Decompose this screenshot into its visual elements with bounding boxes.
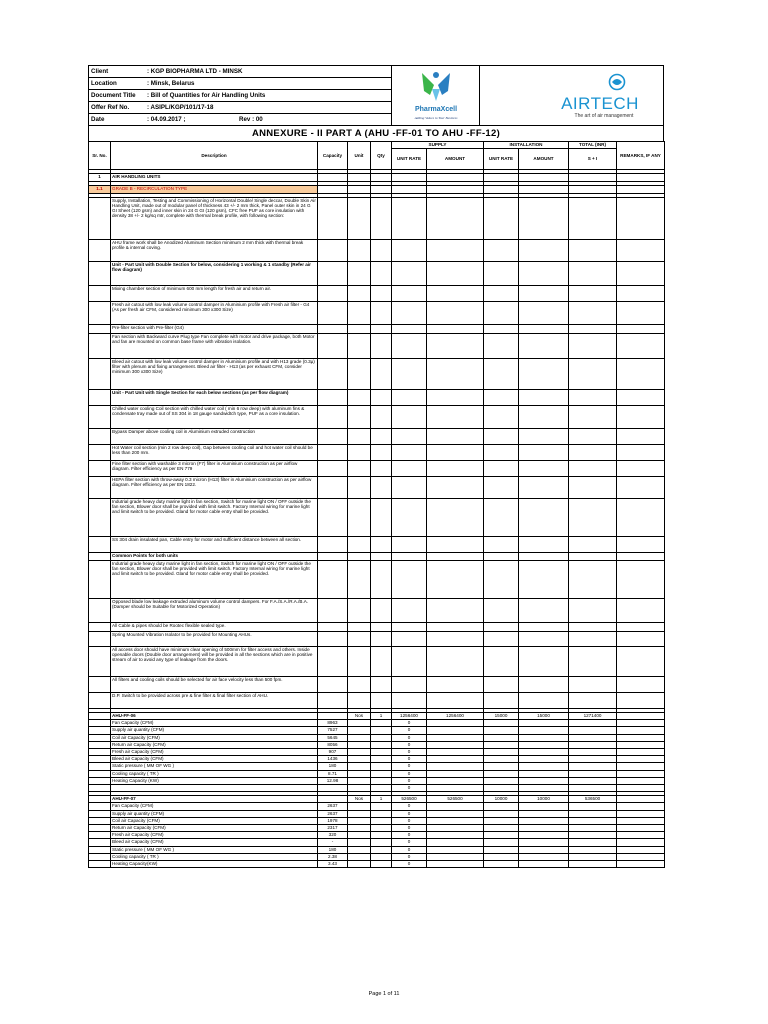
description-row xyxy=(89,240,665,262)
param-label: Coil air Capacity (CFM) xyxy=(111,734,318,741)
description-text: SS 304 drain insulated pan, Cable entry for motor and sufficient distance between all section. xyxy=(111,537,318,553)
ahu-total: 1271400 xyxy=(569,713,617,720)
ahu-qty: 1 xyxy=(371,796,392,803)
description-text: Pre-filter section with Pre-filter (G4) xyxy=(111,325,318,334)
offer-row xyxy=(89,102,391,114)
ahu-param-row xyxy=(89,720,665,727)
param-capacity: 2637 xyxy=(318,803,348,810)
param-capacity: 180 xyxy=(318,763,348,770)
date-value: : 04.09.2017 ; xyxy=(147,116,186,123)
param-rate: 0 xyxy=(392,770,427,777)
param-label: Heating Capacity (KW) xyxy=(111,777,318,784)
ahu-param-row xyxy=(89,770,665,777)
description-text: Unit - Part Unit with Single Section for each below sections (as per flow diagram) xyxy=(111,390,318,406)
col-qty: Qty xyxy=(371,142,392,170)
param-rate: 0 xyxy=(392,832,427,839)
param-rate: 0 xyxy=(392,763,427,770)
param-capacity: 8056 xyxy=(318,741,348,748)
description-text: Chilled water cooling Coil section with chilled water coil ( min 6 row deep) with aluminum fins & condensate tray made out of SS 304 in 18 gauge sandwidtch type, PUF as a core insulation. xyxy=(111,406,318,429)
description-text: Fan section with Backward curve Plug type Fan complete with motor and drive package, both Motor and fan are mounted on common base frame with vibration isolation. xyxy=(111,334,318,359)
description-row xyxy=(89,406,665,429)
description-text: Bypass Damper above cooling coil in Aluminium extruded construction xyxy=(111,429,318,445)
description-row xyxy=(89,677,665,693)
boq-table xyxy=(88,141,665,868)
description-text: Supply, Installation, Testing and Commissioning of Horizontal Double/ Single deccar, Double Skin Air Handling Unit, made out of modular panel of thickness 43 +/- 2 mm thick, Panel outer skin in 24 G GI Sheet (120 gsm) and inner skin in 24 G GI (120 gsm), CFC free PUF as core insulation with density 38 +/- 2 kg/sq mtr, complete with thermal break profile, with following section: xyxy=(111,198,318,240)
description-row xyxy=(89,334,665,359)
description-text: Opposed blade low leakage extruded aluminum volume control dampers. For F.A./S.A./R.A./B.A. (Damper should be Suitable for Motorized Operation) xyxy=(111,599,318,623)
description-row xyxy=(89,302,665,325)
col-sr-no: Sr. No. xyxy=(89,142,111,170)
description-text: Spring Mounted Vibration Isolator to be provided for Mounting AHUs. xyxy=(111,632,318,647)
ahu-name: AHU-FF-07 xyxy=(111,796,318,803)
param-label: Supply air quantity (CFM) xyxy=(111,727,318,734)
ahu-install-amount: 15000 xyxy=(519,713,569,720)
param-capacity: 2637 xyxy=(318,810,348,817)
param-rate: 0 xyxy=(392,825,427,832)
description-row xyxy=(89,599,665,623)
pharmaxcell-tagline: Adding Values to Your Business xyxy=(414,116,458,120)
section-label: AIR HANDLING UNITS xyxy=(111,174,318,182)
col-remarks: REMARKS, IF ANY xyxy=(617,142,665,170)
param-capacity: 180 xyxy=(318,846,348,853)
description-text: Fresh air cutout with low leak volume control damper in Aluminium profile with Fresh air filter - G4 (As per fresh air CFM, considered minimum 300 x300 Size) xyxy=(111,302,318,325)
section-row xyxy=(89,174,665,182)
ahu-param-row xyxy=(89,777,665,784)
param-rate: 0 xyxy=(392,727,427,734)
doc-title-label: Document Title xyxy=(91,92,136,99)
doc-title-value: : Bill of Quantities for Air Handling Units xyxy=(147,92,266,99)
airtech-logo xyxy=(480,67,664,125)
ahu-param-row xyxy=(89,749,665,756)
description-row xyxy=(89,623,665,632)
param-rate: 0 xyxy=(392,720,427,727)
ahu-param-row xyxy=(89,846,665,853)
ahu-param-row xyxy=(89,763,665,770)
description-text: Indutrial grade heavy duty marine light in fan section, Switch for marine light ON / OFF outside the fan section, Blower door shall be provided with limit switch. Factory Internal wiring for marine light and limit switch to be provided. Gland for motor cable entry shall be provided. xyxy=(111,561,318,599)
description-row xyxy=(89,461,665,477)
param-rate: 0 xyxy=(392,741,427,748)
col-capacity: Capacity xyxy=(318,142,348,170)
ahu-supply-rate: 1256400 xyxy=(392,713,427,720)
col-supply-amount: AMOUNT xyxy=(427,149,484,170)
param-label: Bleed air Capacity (CFM) xyxy=(111,756,318,763)
offer-value: : ASIPL/KGP/101/17-18 xyxy=(147,104,214,111)
offer-label: Offer Ref No. xyxy=(91,104,130,111)
param-label: Fresh air Capacity (CFM) xyxy=(111,832,318,839)
param-capacity: 320 xyxy=(318,832,348,839)
description-row xyxy=(89,499,665,537)
param-label xyxy=(111,785,318,792)
ahu-param-row xyxy=(89,839,665,846)
col-installation: INSTALLATION xyxy=(484,142,569,149)
doc-title-row xyxy=(89,90,391,102)
date-label: Date xyxy=(91,116,105,123)
page-footer: Page 1 of 11 xyxy=(368,991,400,997)
ahu-supply-amount: 526500 xyxy=(427,796,484,803)
ahu-unit: Nos xyxy=(348,713,371,720)
ahu-param-row xyxy=(89,734,665,741)
location-value: : Minsk, Belarus xyxy=(147,80,195,87)
client-label: Client xyxy=(91,68,109,75)
description-text: AHU frame work shall be Anodized Aluminum Section minimum 2 mm thick with thermal break profile & internal coving. xyxy=(111,240,318,262)
pharmaxcell-emblem-icon xyxy=(392,67,479,125)
param-rate: 0 xyxy=(392,785,427,792)
param-capacity: 7527 xyxy=(318,727,348,734)
document-header xyxy=(88,65,664,125)
param-label: Cooling capacity ( TR ) xyxy=(111,853,318,860)
param-rate: 0 xyxy=(392,846,427,853)
description-row xyxy=(89,647,665,677)
description-row xyxy=(89,286,665,302)
description-text: Fine filter section with washable 3 micron (F7) filter in Aluminium construction as per airflow diagram. Filter efficiency as per EN 779 xyxy=(111,461,318,477)
ahu-supply-rate: 526500 xyxy=(392,796,427,803)
param-label: Fan Capacity (CFM) xyxy=(111,803,318,810)
param-capacity: 8963 xyxy=(318,720,348,727)
description-text: All access door should have minimum clear opening of 500mm for filter access and others. Inside openable doors (Double door arrangement) will be provided in all the sections which are in positive stream of air to avoid any type of leakage from the doors. xyxy=(111,647,318,677)
ahu-row xyxy=(89,713,665,720)
col-supply: SUPPLY xyxy=(392,142,484,149)
ahu-param-row xyxy=(89,810,665,817)
ahu-param-row xyxy=(89,803,665,810)
param-capacity: 1978 xyxy=(318,817,348,824)
col-total: TOTAL (INR) xyxy=(569,142,617,149)
param-capacity: 2317 xyxy=(318,825,348,832)
description-text: Common Points for both units xyxy=(111,553,318,561)
description-row xyxy=(89,632,665,647)
subsection-number: 1.1 xyxy=(89,186,111,194)
description-row xyxy=(89,477,665,499)
airtech-emblem-icon xyxy=(480,67,664,125)
ahu-param-row xyxy=(89,817,665,824)
param-capacity: 3.43 xyxy=(318,861,348,868)
description-text: Unit - Part Unit with Double Section for below, considering 1 working & 1 standby (Refer air flow diagram) xyxy=(111,262,318,286)
col-description: Description xyxy=(111,142,318,170)
pharmaxcell-logo xyxy=(392,67,479,125)
description-text: D.P. Switch to be provided across pre & fine filter & final filter section of AHU. xyxy=(111,693,318,709)
ahu-install-amount: 10000 xyxy=(519,796,569,803)
client-row xyxy=(89,66,391,78)
description-row xyxy=(89,325,665,334)
col-supply-unit-rate: UNIT RATE xyxy=(392,149,427,170)
ahu-name: AHU-FF-06 xyxy=(111,713,318,720)
description-text: Mixing chamber section of minimum 600 mm length for fresh air and return air. xyxy=(111,286,318,302)
param-label: Fresh air Capacity (CFM) xyxy=(111,749,318,756)
param-rate: 0 xyxy=(392,749,427,756)
description-text: Bleed air cutout with low leak volume control damper in Aluminium profile and with H13 grade (0.3µ) filter with plenum and fixing arrangement. Bleed air filter - H13 (as per exhaust CFM, consider minimum 300 x300 Size) xyxy=(111,359,318,390)
ahu-total: 536500 xyxy=(569,796,617,803)
description-row xyxy=(89,429,665,445)
param-capacity: 2.38 xyxy=(318,853,348,860)
param-label: Supply air quantity (CFM) xyxy=(111,810,318,817)
ahu-unit: Nos xyxy=(348,796,371,803)
ahu-param-row xyxy=(89,727,665,734)
param-rate: 0 xyxy=(392,777,427,784)
param-label: Return air Capacity (CFM) xyxy=(111,741,318,748)
col-install-amount: AMOUNT xyxy=(519,149,569,170)
annexure-title: ANNEXURE - II PART A (AHU -FF-01 TO AHU -FF-12) xyxy=(88,125,664,141)
param-capacity: - xyxy=(318,839,348,846)
location-row xyxy=(89,78,391,90)
subsection-label: GRADE B - RECIRCULATION TYPE xyxy=(111,186,318,194)
param-label: Coil air Capacity (CFM) xyxy=(111,817,318,824)
description-row xyxy=(89,553,665,561)
ahu-qty: 1 xyxy=(371,713,392,720)
ahu-param-row xyxy=(89,853,665,860)
param-rate: 0 xyxy=(392,734,427,741)
ahu-param-row xyxy=(89,832,665,839)
section-number: 1 xyxy=(89,174,111,182)
param-capacity: 907 xyxy=(318,749,348,756)
param-capacity: 8.71 xyxy=(318,770,348,777)
description-row xyxy=(89,262,665,286)
airtech-tagline: The art of air management xyxy=(574,113,634,119)
description-row xyxy=(89,390,665,406)
description-row xyxy=(89,445,665,461)
ahu-install-rate: 10000 xyxy=(484,796,519,803)
param-rate: 0 xyxy=(392,810,427,817)
param-label: Return air Capacity (CFM) xyxy=(111,825,318,832)
revision-value: Rev : 00 xyxy=(239,116,263,123)
param-rate: 0 xyxy=(392,803,427,810)
col-unit: Unit xyxy=(348,142,371,170)
description-text: All Cable & pipes should be Rootec flexible sealed type. xyxy=(111,623,318,632)
description-text: Indutrial grade heavy duty marine light in fan section, Switch for marine light ON / OFF outside the fan section, Blower door shall be provided with limit switch. Factory Internal wiring for marine light and limit switch to be provided. Gland for motor cable entry shall be provided. xyxy=(111,499,318,537)
ahu-param-row xyxy=(89,825,665,832)
param-label: Static pressure ( MM OF WG ) xyxy=(111,763,318,770)
param-rate: 0 xyxy=(392,861,427,868)
airtech-name: AIRTECH xyxy=(561,94,639,113)
description-text: Hot Water coil section (min 2 row deep coil), Gap between cooling coil and hot water coil should be less than 200 mm. xyxy=(111,445,318,461)
param-rate: 0 xyxy=(392,853,427,860)
description-row xyxy=(89,198,665,240)
boq-sheet xyxy=(88,65,664,868)
param-label: Fan Capacity (CFM) xyxy=(111,720,318,727)
param-rate: 0 xyxy=(392,756,427,763)
location-label: Location xyxy=(91,80,117,87)
param-capacity xyxy=(318,785,348,792)
ahu-param-row xyxy=(89,861,665,868)
param-label: Bleed air Capacity (CFM) xyxy=(111,839,318,846)
ahu-param-row xyxy=(89,785,665,792)
description-row xyxy=(89,561,665,599)
col-total-si: S + I xyxy=(569,149,617,170)
param-rate: 0 xyxy=(392,839,427,846)
description-row xyxy=(89,693,665,709)
ahu-param-row xyxy=(89,756,665,763)
param-label: Static pressure ( MM OF WG ) xyxy=(111,846,318,853)
description-text: All filters and cooling coils should be selected for air face velocity less than 500 fpm. xyxy=(111,677,318,693)
param-label: Cooling capacity ( TR ) xyxy=(111,770,318,777)
ahu-supply-amount: 1256400 xyxy=(427,713,484,720)
client-value: : KGP BIOPHARMA LTD - MINSK xyxy=(147,68,243,75)
ahu-row xyxy=(89,796,665,803)
description-text: HEPA filter section with throw-away 0.3 micron (H13) filter in Aluminium construction as per airflow diagram. Filter efficiency as per EN 1822. xyxy=(111,477,318,499)
description-row xyxy=(89,359,665,390)
pharmaxcell-name: PharmaXcell xyxy=(414,106,458,113)
ahu-param-row xyxy=(89,741,665,748)
param-capacity: 12.98 xyxy=(318,777,348,784)
param-label: Heating Capacity(KW) xyxy=(111,861,318,868)
subsection-row xyxy=(89,186,665,194)
param-capacity: 5645 xyxy=(318,734,348,741)
ahu-install-rate: 15000 xyxy=(484,713,519,720)
param-capacity: 1436 xyxy=(318,756,348,763)
col-install-unit-rate: UNIT RATE xyxy=(484,149,519,170)
description-row xyxy=(89,537,665,553)
param-rate: 0 xyxy=(392,817,427,824)
